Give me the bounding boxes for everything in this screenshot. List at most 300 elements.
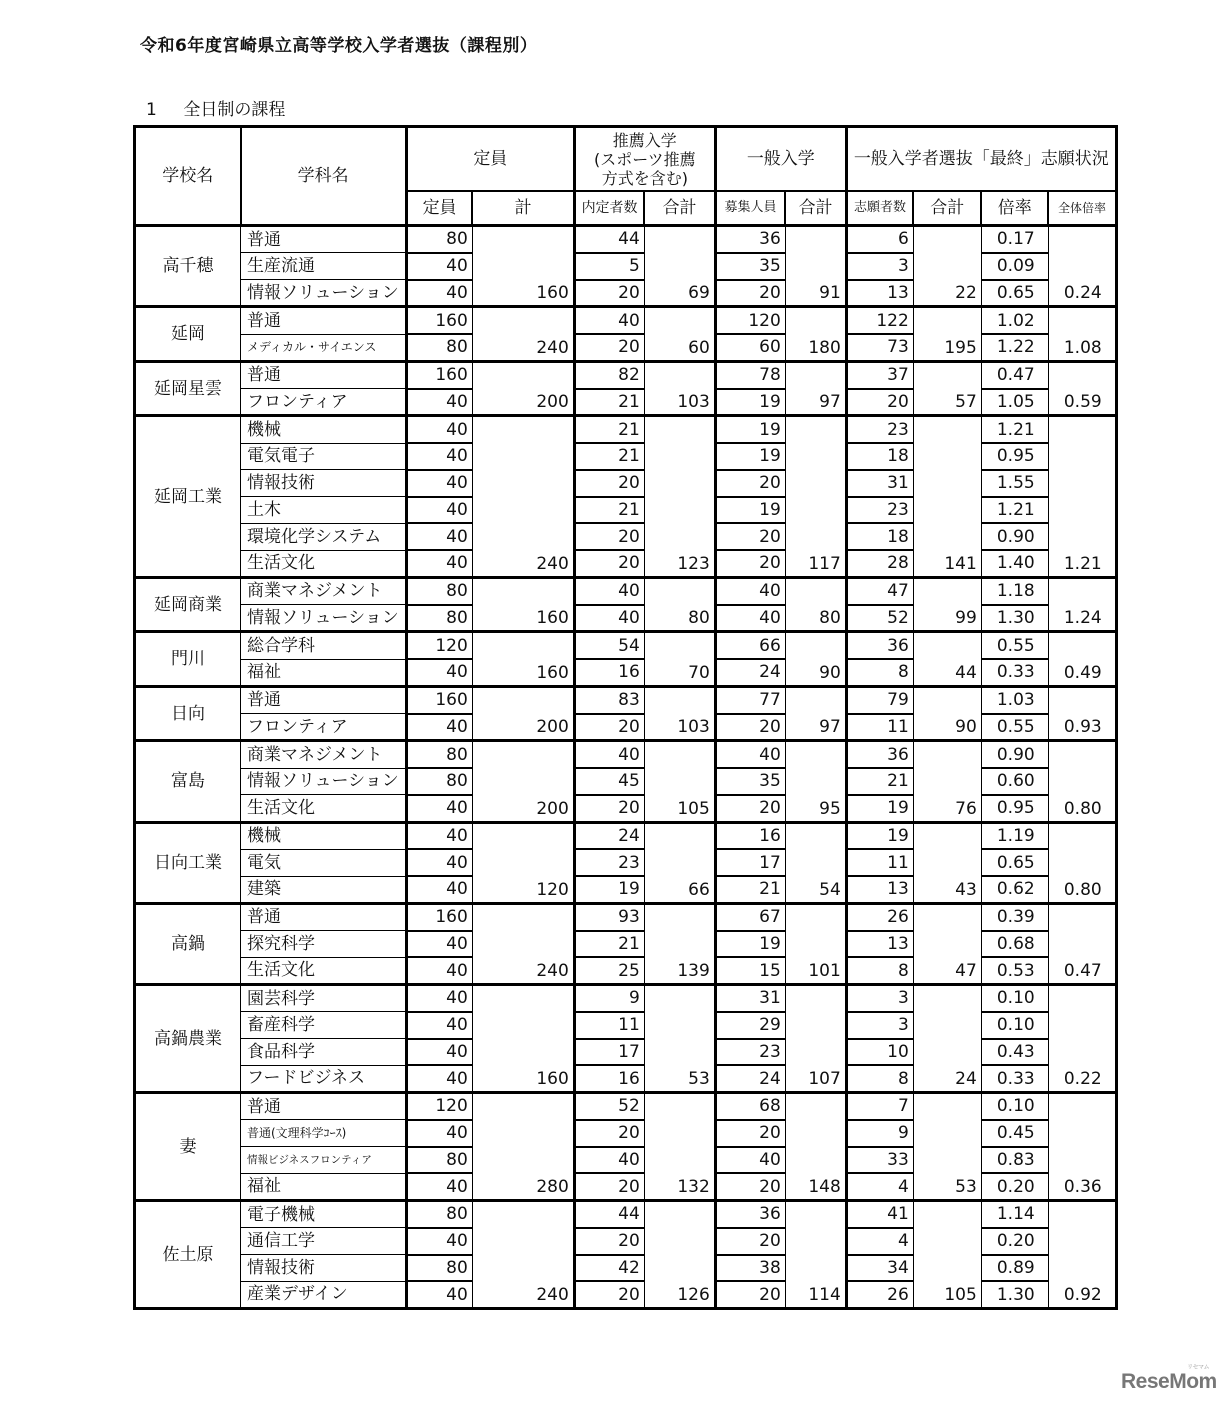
header-ratio: 倍率	[981, 191, 1048, 226]
department-cell: 商業マネジメント	[241, 577, 407, 604]
applicants-cell: 7	[846, 1093, 913, 1120]
applicants-cell: 122	[846, 307, 913, 334]
gen-recruit-cell: 20	[715, 1228, 785, 1255]
rec-accepted-cell: 24	[574, 822, 644, 849]
department-cell: 探究科学	[241, 931, 407, 958]
applicants-cell: 19	[846, 795, 913, 822]
capacity-cell: 80	[406, 1147, 472, 1174]
header-recommendation-line1: 推薦入学	[612, 130, 677, 150]
applicants-total-cell: 76	[913, 741, 981, 822]
gen-recruit-cell: 20	[715, 1120, 785, 1147]
applicants-cell: 19	[846, 822, 913, 849]
ratio-cell: 0.47	[981, 361, 1048, 388]
applicants-cell: 10	[846, 1039, 913, 1066]
department-cell: 生活文化	[241, 795, 407, 822]
gen-total-cell: 148	[785, 1093, 846, 1201]
gen-recruit-cell: 15	[715, 957, 785, 984]
capacity-total-cell: 240	[472, 416, 574, 578]
applicants-total-cell: 90	[913, 686, 981, 741]
department-cell: 商業マネジメント	[241, 741, 407, 768]
applicants-cell: 73	[846, 334, 913, 361]
gen-recruit-cell: 31	[715, 985, 785, 1012]
ratio-cell: 0.20	[981, 1228, 1048, 1255]
ratio-cell: 0.62	[981, 876, 1048, 903]
rec-accepted-cell: 20	[574, 1281, 644, 1308]
overall-ratio-cell: 1.24	[1048, 577, 1116, 632]
capacity-cell: 40	[406, 985, 472, 1012]
applicants-cell: 37	[846, 361, 913, 388]
capacity-cell: 80	[406, 226, 472, 253]
capacity-cell: 40	[406, 443, 472, 470]
applicants-total-cell: 47	[913, 903, 981, 984]
capacity-cell: 40	[406, 822, 472, 849]
department-cell: フロンティア	[241, 389, 407, 416]
admission-table	[133, 125, 1118, 1310]
applicants-cell: 8	[846, 957, 913, 984]
rec-accepted-cell: 16	[574, 1065, 644, 1092]
applicants-cell: 23	[846, 497, 913, 524]
department-cell: 情報ソリューション	[241, 605, 407, 632]
capacity-cell: 80	[406, 1255, 472, 1282]
gen-recruit-cell: 19	[715, 443, 785, 470]
school-name-cell: 高鍋農業	[135, 985, 241, 1093]
department-cell: 電気	[241, 849, 407, 876]
table-row	[135, 361, 1117, 388]
department-cell: 電子機械	[241, 1201, 407, 1228]
overall-ratio-cell: 0.59	[1048, 361, 1116, 416]
applicants-cell: 13	[846, 280, 913, 307]
table-row	[135, 1201, 1117, 1228]
capacity-total-cell: 240	[472, 903, 574, 984]
table-row	[135, 416, 1117, 443]
applicants-total-cell: 195	[913, 307, 981, 362]
school-name-cell: 妻	[135, 1093, 241, 1201]
applicants-cell: 3	[846, 985, 913, 1012]
header-applicants-total: 合計	[913, 191, 981, 226]
header-recommendation-group	[574, 127, 715, 192]
gen-recruit-cell: 19	[715, 416, 785, 443]
gen-total-cell: 80	[785, 577, 846, 632]
gen-recruit-cell: 24	[715, 659, 785, 686]
capacity-total-cell: 160	[472, 632, 574, 687]
rec-accepted-cell: 40	[574, 307, 644, 334]
department-cell: 生産流通	[241, 253, 407, 280]
ratio-cell: 1.05	[981, 389, 1048, 416]
gen-total-cell: 54	[785, 822, 846, 903]
ratio-cell: 0.10	[981, 985, 1048, 1012]
rec-total-cell: 123	[644, 416, 715, 578]
ratio-cell: 1.21	[981, 416, 1048, 443]
gen-recruit-cell: 19	[715, 389, 785, 416]
rec-total-cell: 69	[644, 226, 715, 307]
department-cell: 情報技術	[241, 1255, 407, 1282]
applicants-total-cell: 141	[913, 416, 981, 578]
capacity-cell: 80	[406, 768, 472, 795]
ratio-cell: 0.20	[981, 1173, 1048, 1200]
applicants-cell: 41	[846, 1201, 913, 1228]
school-name-cell: 富島	[135, 741, 241, 822]
department-cell: 環境化学システム	[241, 523, 407, 550]
school-name-cell: 高鍋	[135, 903, 241, 984]
department-cell: 機械	[241, 822, 407, 849]
rec-accepted-cell: 20	[574, 795, 644, 822]
capacity-cell: 40	[406, 659, 472, 686]
ratio-cell: 0.10	[981, 1012, 1048, 1039]
ratio-cell: 1.40	[981, 550, 1048, 577]
ratio-cell: 0.33	[981, 1065, 1048, 1092]
gen-recruit-cell: 20	[715, 550, 785, 577]
rec-total-cell: 103	[644, 361, 715, 416]
overall-ratio-cell: 0.22	[1048, 985, 1116, 1093]
department-cell: 電気電子	[241, 443, 407, 470]
table-row	[135, 632, 1117, 659]
capacity-total-cell: 240	[472, 307, 574, 362]
rec-accepted-cell: 21	[574, 931, 644, 958]
capacity-total-cell: 280	[472, 1093, 574, 1201]
applicants-total-cell: 43	[913, 822, 981, 903]
gen-total-cell: 101	[785, 903, 846, 984]
gen-total-cell: 180	[785, 307, 846, 362]
ratio-cell: 0.45	[981, 1120, 1048, 1147]
capacity-total-cell: 160	[472, 226, 574, 307]
capacity-cell: 40	[406, 1281, 472, 1308]
section-number: 1	[146, 100, 157, 120]
rec-accepted-cell: 21	[574, 416, 644, 443]
overall-ratio-cell: 1.08	[1048, 307, 1116, 362]
rec-accepted-cell: 5	[574, 253, 644, 280]
department-cell: 食品科学	[241, 1039, 407, 1066]
table-row	[135, 903, 1117, 930]
gen-recruit-cell: 38	[715, 1255, 785, 1282]
capacity-cell: 40	[406, 1173, 472, 1200]
table-row	[135, 226, 1117, 253]
capacity-cell: 40	[406, 523, 472, 550]
header-gen-recruit: 募集人員	[715, 191, 785, 226]
applicants-cell: 6	[846, 226, 913, 253]
rec-total-cell: 60	[644, 307, 715, 362]
ratio-cell: 0.89	[981, 1255, 1048, 1282]
department-cell: 通信工学	[241, 1228, 407, 1255]
department-cell: 情報ソリューション	[241, 280, 407, 307]
table-row	[135, 741, 1117, 768]
capacity-cell: 160	[406, 903, 472, 930]
rec-accepted-cell: 20	[574, 1120, 644, 1147]
capacity-cell: 120	[406, 632, 472, 659]
rec-accepted-cell: 20	[574, 1173, 644, 1200]
applicants-cell: 26	[846, 903, 913, 930]
gen-recruit-cell: 20	[715, 1173, 785, 1200]
applicants-cell: 20	[846, 389, 913, 416]
ratio-cell: 1.21	[981, 497, 1048, 524]
capacity-cell: 80	[406, 741, 472, 768]
capacity-total-cell: 120	[472, 822, 574, 903]
applicants-cell: 23	[846, 416, 913, 443]
capacity-cell: 40	[406, 849, 472, 876]
gen-recruit-cell: 60	[715, 334, 785, 361]
department-cell: 普通	[241, 361, 407, 388]
department-cell: 生活文化	[241, 957, 407, 984]
rec-accepted-cell: 83	[574, 686, 644, 713]
department-cell: 情報ビジネスフロンティア	[241, 1147, 407, 1174]
department-cell: 土木	[241, 497, 407, 524]
gen-recruit-cell: 78	[715, 361, 785, 388]
overall-ratio-cell: 1.21	[1048, 416, 1116, 578]
gen-recruit-cell: 40	[715, 741, 785, 768]
rec-accepted-cell: 45	[574, 768, 644, 795]
capacity-cell: 40	[406, 876, 472, 903]
applicants-cell: 79	[846, 686, 913, 713]
department-cell: 総合学科	[241, 632, 407, 659]
capacity-cell: 80	[406, 1201, 472, 1228]
gen-total-cell: 114	[785, 1201, 846, 1309]
department-cell: 普通(文理科学ｺｰｽ)	[241, 1120, 407, 1147]
capacity-cell: 40	[406, 280, 472, 307]
rec-accepted-cell: 42	[574, 1255, 644, 1282]
school-name-cell: 高千穂	[135, 226, 241, 307]
capacity-total-cell: 160	[472, 577, 574, 632]
gen-recruit-cell: 20	[715, 523, 785, 550]
ratio-cell: 0.65	[981, 849, 1048, 876]
department-cell: 産業デザイン	[241, 1281, 407, 1308]
department-cell: フロンティア	[241, 714, 407, 741]
gen-recruit-cell: 17	[715, 849, 785, 876]
ratio-cell: 0.83	[981, 1147, 1048, 1174]
applicants-cell: 4	[846, 1228, 913, 1255]
department-cell: 情報技術	[241, 470, 407, 497]
department-cell: 機械	[241, 416, 407, 443]
logo-brand: ReseMom	[1121, 1370, 1217, 1393]
applicants-total-cell: 24	[913, 985, 981, 1093]
applicants-cell: 13	[846, 876, 913, 903]
applicants-cell: 4	[846, 1173, 913, 1200]
rec-total-cell: 103	[644, 686, 715, 741]
applicants-cell: 31	[846, 470, 913, 497]
applicants-cell: 34	[846, 1255, 913, 1282]
ratio-cell: 1.02	[981, 307, 1048, 334]
table-row	[135, 686, 1117, 713]
capacity-total-cell: 200	[472, 361, 574, 416]
department-cell: 畜産科学	[241, 1012, 407, 1039]
capacity-total-cell: 200	[472, 741, 574, 822]
rec-total-cell: 80	[644, 577, 715, 632]
applicants-cell: 52	[846, 605, 913, 632]
rec-accepted-cell: 82	[574, 361, 644, 388]
gen-recruit-cell: 20	[715, 1281, 785, 1308]
rec-accepted-cell: 20	[574, 1228, 644, 1255]
ratio-cell: 0.90	[981, 741, 1048, 768]
ratio-cell: 0.90	[981, 523, 1048, 550]
applicants-total-cell: 99	[913, 577, 981, 632]
department-cell: 普通	[241, 686, 407, 713]
applicants-cell: 3	[846, 253, 913, 280]
ratio-cell: 0.09	[981, 253, 1048, 280]
capacity-cell: 40	[406, 497, 472, 524]
capacity-cell: 80	[406, 334, 472, 361]
department-cell: 建築	[241, 876, 407, 903]
rec-total-cell: 132	[644, 1093, 715, 1201]
capacity-cell: 40	[406, 550, 472, 577]
school-name-cell: 佐土原	[135, 1201, 241, 1309]
gen-total-cell: 90	[785, 632, 846, 687]
header-rec-total: 合計	[644, 191, 715, 226]
applicants-cell: 33	[846, 1147, 913, 1174]
capacity-cell: 40	[406, 253, 472, 280]
capacity-cell: 40	[406, 1065, 472, 1092]
gen-recruit-cell: 66	[715, 632, 785, 659]
applicants-cell: 26	[846, 1281, 913, 1308]
ratio-cell: 1.14	[981, 1201, 1048, 1228]
department-cell: 普通	[241, 903, 407, 930]
gen-recruit-cell: 67	[715, 903, 785, 930]
capacity-cell: 40	[406, 389, 472, 416]
gen-recruit-cell: 16	[715, 822, 785, 849]
header-general-group: 一般入学	[715, 127, 846, 192]
school-name-cell: 延岡工業	[135, 416, 241, 578]
capacity-cell: 160	[406, 361, 472, 388]
header-school: 学校名	[135, 127, 241, 226]
gen-recruit-cell: 29	[715, 1012, 785, 1039]
table-row	[135, 822, 1117, 849]
table-row	[135, 577, 1117, 604]
gen-recruit-cell: 36	[715, 226, 785, 253]
gen-recruit-cell: 21	[715, 876, 785, 903]
capacity-cell: 40	[406, 957, 472, 984]
department-cell: 福祉	[241, 1173, 407, 1200]
rec-accepted-cell: 16	[574, 659, 644, 686]
capacity-cell: 40	[406, 1039, 472, 1066]
gen-recruit-cell: 19	[715, 931, 785, 958]
rec-total-cell: 70	[644, 632, 715, 687]
capacity-cell: 160	[406, 686, 472, 713]
ratio-cell: 0.60	[981, 768, 1048, 795]
applicants-cell: 21	[846, 768, 913, 795]
capacity-cell: 40	[406, 1120, 472, 1147]
applicants-total-cell: 22	[913, 226, 981, 307]
applicants-cell: 8	[846, 1065, 913, 1092]
applicants-cell: 36	[846, 741, 913, 768]
applicants-total-cell: 53	[913, 1093, 981, 1201]
gen-total-cell: 91	[785, 226, 846, 307]
ratio-cell: 1.55	[981, 470, 1048, 497]
school-name-cell: 日向	[135, 686, 241, 741]
rec-accepted-cell: 40	[574, 741, 644, 768]
gen-recruit-cell: 24	[715, 1065, 785, 1092]
applicants-total-cell: 105	[913, 1201, 981, 1309]
rec-accepted-cell: 20	[574, 714, 644, 741]
rec-accepted-cell: 23	[574, 849, 644, 876]
applicants-cell: 8	[846, 659, 913, 686]
department-cell: 園芸科学	[241, 985, 407, 1012]
department-cell: 情報ソリューション	[241, 768, 407, 795]
capacity-cell: 120	[406, 1093, 472, 1120]
gen-recruit-cell: 20	[715, 714, 785, 741]
header-capacity: 定員	[406, 191, 472, 226]
section-title: 全日制の課程	[183, 100, 286, 120]
header-department: 学科名	[241, 127, 407, 226]
gen-total-cell: 95	[785, 741, 846, 822]
capacity-cell: 40	[406, 931, 472, 958]
department-cell: 生活文化	[241, 550, 407, 577]
rec-accepted-cell: 40	[574, 1147, 644, 1174]
gen-total-cell: 117	[785, 416, 846, 578]
rec-accepted-cell: 44	[574, 1201, 644, 1228]
overall-ratio-cell: 0.93	[1048, 686, 1116, 741]
section-heading	[146, 95, 285, 120]
capacity-cell: 40	[406, 795, 472, 822]
resemom-logo	[1121, 1365, 1217, 1394]
applicants-cell: 47	[846, 577, 913, 604]
applicants-total-cell: 57	[913, 361, 981, 416]
ratio-cell: 0.65	[981, 280, 1048, 307]
rec-accepted-cell: 21	[574, 443, 644, 470]
rec-accepted-cell: 44	[574, 226, 644, 253]
ratio-cell: 1.30	[981, 605, 1048, 632]
overall-ratio-cell: 0.80	[1048, 741, 1116, 822]
rec-accepted-cell: 17	[574, 1039, 644, 1066]
table-row	[135, 985, 1117, 1012]
school-name-cell: 延岡	[135, 307, 241, 362]
rec-total-cell: 66	[644, 822, 715, 903]
gen-recruit-cell: 20	[715, 280, 785, 307]
applicants-cell: 3	[846, 1012, 913, 1039]
overall-ratio-cell: 0.24	[1048, 226, 1116, 307]
header-rec-accepted: 内定者数	[574, 191, 644, 226]
ratio-cell: 1.22	[981, 334, 1048, 361]
rec-accepted-cell: 11	[574, 1012, 644, 1039]
rec-total-cell: 139	[644, 903, 715, 984]
rec-accepted-cell: 40	[574, 577, 644, 604]
gen-recruit-cell: 40	[715, 1147, 785, 1174]
department-cell: メディカル・サイエンス	[241, 334, 407, 361]
capacity-cell: 40	[406, 470, 472, 497]
rec-accepted-cell: 21	[574, 497, 644, 524]
gen-total-cell: 97	[785, 361, 846, 416]
capacity-total-cell: 240	[472, 1201, 574, 1309]
applicants-cell: 11	[846, 714, 913, 741]
gen-recruit-cell: 120	[715, 307, 785, 334]
gen-recruit-cell: 40	[715, 577, 785, 604]
capacity-cell: 40	[406, 714, 472, 741]
rec-accepted-cell: 20	[574, 334, 644, 361]
applicants-cell: 11	[846, 849, 913, 876]
department-cell: 普通	[241, 226, 407, 253]
capacity-cell: 40	[406, 1012, 472, 1039]
overall-ratio-cell: 0.47	[1048, 903, 1116, 984]
capacity-total-cell: 160	[472, 985, 574, 1093]
header-status-group: 一般入学者選抜「最終」志願状況	[846, 127, 1116, 192]
capacity-cell: 160	[406, 307, 472, 334]
capacity-cell: 40	[406, 1228, 472, 1255]
table-row	[135, 307, 1117, 334]
gen-recruit-cell: 19	[715, 497, 785, 524]
ratio-cell: 1.30	[981, 1281, 1048, 1308]
gen-recruit-cell: 36	[715, 1201, 785, 1228]
applicants-total-cell: 44	[913, 632, 981, 687]
ratio-cell: 0.43	[981, 1039, 1048, 1066]
department-cell: 普通	[241, 1093, 407, 1120]
school-name-cell: 日向工業	[135, 822, 241, 903]
capacity-cell: 40	[406, 416, 472, 443]
ratio-cell: 1.19	[981, 822, 1048, 849]
rec-accepted-cell: 54	[574, 632, 644, 659]
department-cell: 福祉	[241, 659, 407, 686]
rec-accepted-cell: 19	[574, 876, 644, 903]
gen-recruit-cell: 77	[715, 686, 785, 713]
gen-recruit-cell: 20	[715, 795, 785, 822]
ratio-cell: 0.68	[981, 931, 1048, 958]
rec-accepted-cell: 93	[574, 903, 644, 930]
gen-recruit-cell: 35	[715, 768, 785, 795]
